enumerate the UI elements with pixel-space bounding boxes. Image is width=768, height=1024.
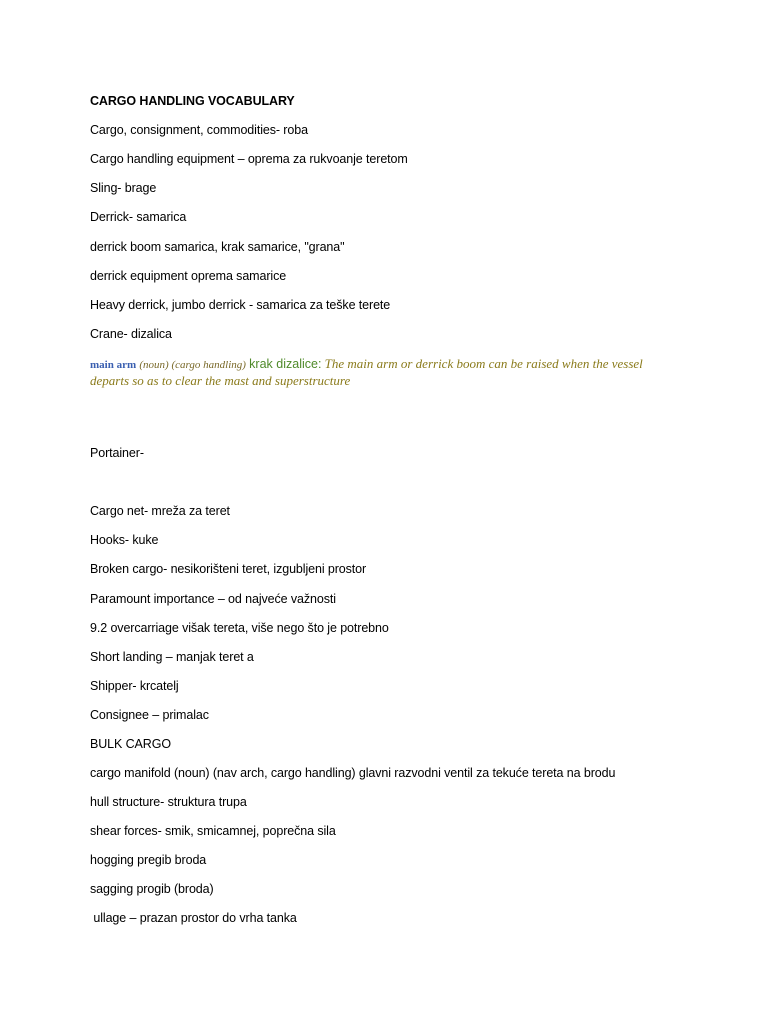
vocab-line: Portainer- bbox=[90, 446, 144, 460]
vocab-line: Cargo handling equipment – oprema za rukvoanje teretom bbox=[90, 152, 408, 166]
vocab-line: Heavy derrick, jumbo derrick - samarica za teške terete bbox=[90, 298, 391, 312]
vocab-line: Cargo net- mreža za teret bbox=[90, 504, 230, 518]
document-title: CARGO HANDLING VOCABULARY bbox=[90, 94, 295, 108]
vocab-line: ullage – prazan prostor do vrha tanka bbox=[90, 911, 297, 925]
vocab-line: derrick boom samarica, krak samarice, "grana" bbox=[90, 240, 345, 254]
vocab-line: Shipper- krcatelj bbox=[90, 679, 179, 693]
vocab-line: Consignee – primalac bbox=[90, 708, 209, 722]
vocab-line: 9.2 overcarriage višak tereta, više nego što je potrebno bbox=[90, 621, 389, 635]
dictionary-grammar: (noun) (cargo handling) bbox=[139, 359, 246, 371]
vocab-line: derrick equipment oprema samarice bbox=[90, 269, 287, 283]
vocab-line: Hooks- kuke bbox=[90, 533, 159, 547]
vocab-line: Derrick- samarica bbox=[90, 210, 187, 224]
vocab-line: hogging pregib broda bbox=[90, 853, 207, 867]
vocab-line: cargo manifold (noun) (nav arch, cargo handling) glavni razvodni ventil za tekuće tereta na brodu bbox=[90, 766, 616, 780]
dictionary-entry bbox=[90, 356, 690, 389]
vocab-line: shear forces- smik, smicamnej, poprečna sila bbox=[90, 824, 336, 838]
vocab-line: Sling- brage bbox=[90, 181, 157, 195]
vocab-line: Cargo, consignment, commodities- roba bbox=[90, 123, 308, 137]
vocab-line: Broken cargo- nesikorišteni teret, izgubljeni prostor bbox=[90, 562, 367, 576]
dictionary-translation: krak dizalice: bbox=[249, 357, 322, 371]
dictionary-headword: main arm bbox=[90, 359, 137, 371]
vocab-line: sagging progib (broda) bbox=[90, 882, 214, 896]
dictionary-example-cont: departs so as to clear the mast and superstructure bbox=[90, 373, 351, 388]
vocab-line: Crane- dizalica bbox=[90, 327, 172, 341]
vocab-line: hull structure- struktura trupa bbox=[90, 795, 247, 809]
section-heading: BULK CARGO bbox=[90, 737, 171, 751]
vocab-line: Short landing – manjak teret a bbox=[90, 650, 254, 664]
dictionary-example: The main arm or derrick boom can be raised when the vessel bbox=[324, 356, 643, 371]
vocab-line: Paramount importance – od najveće važnosti bbox=[90, 592, 336, 606]
